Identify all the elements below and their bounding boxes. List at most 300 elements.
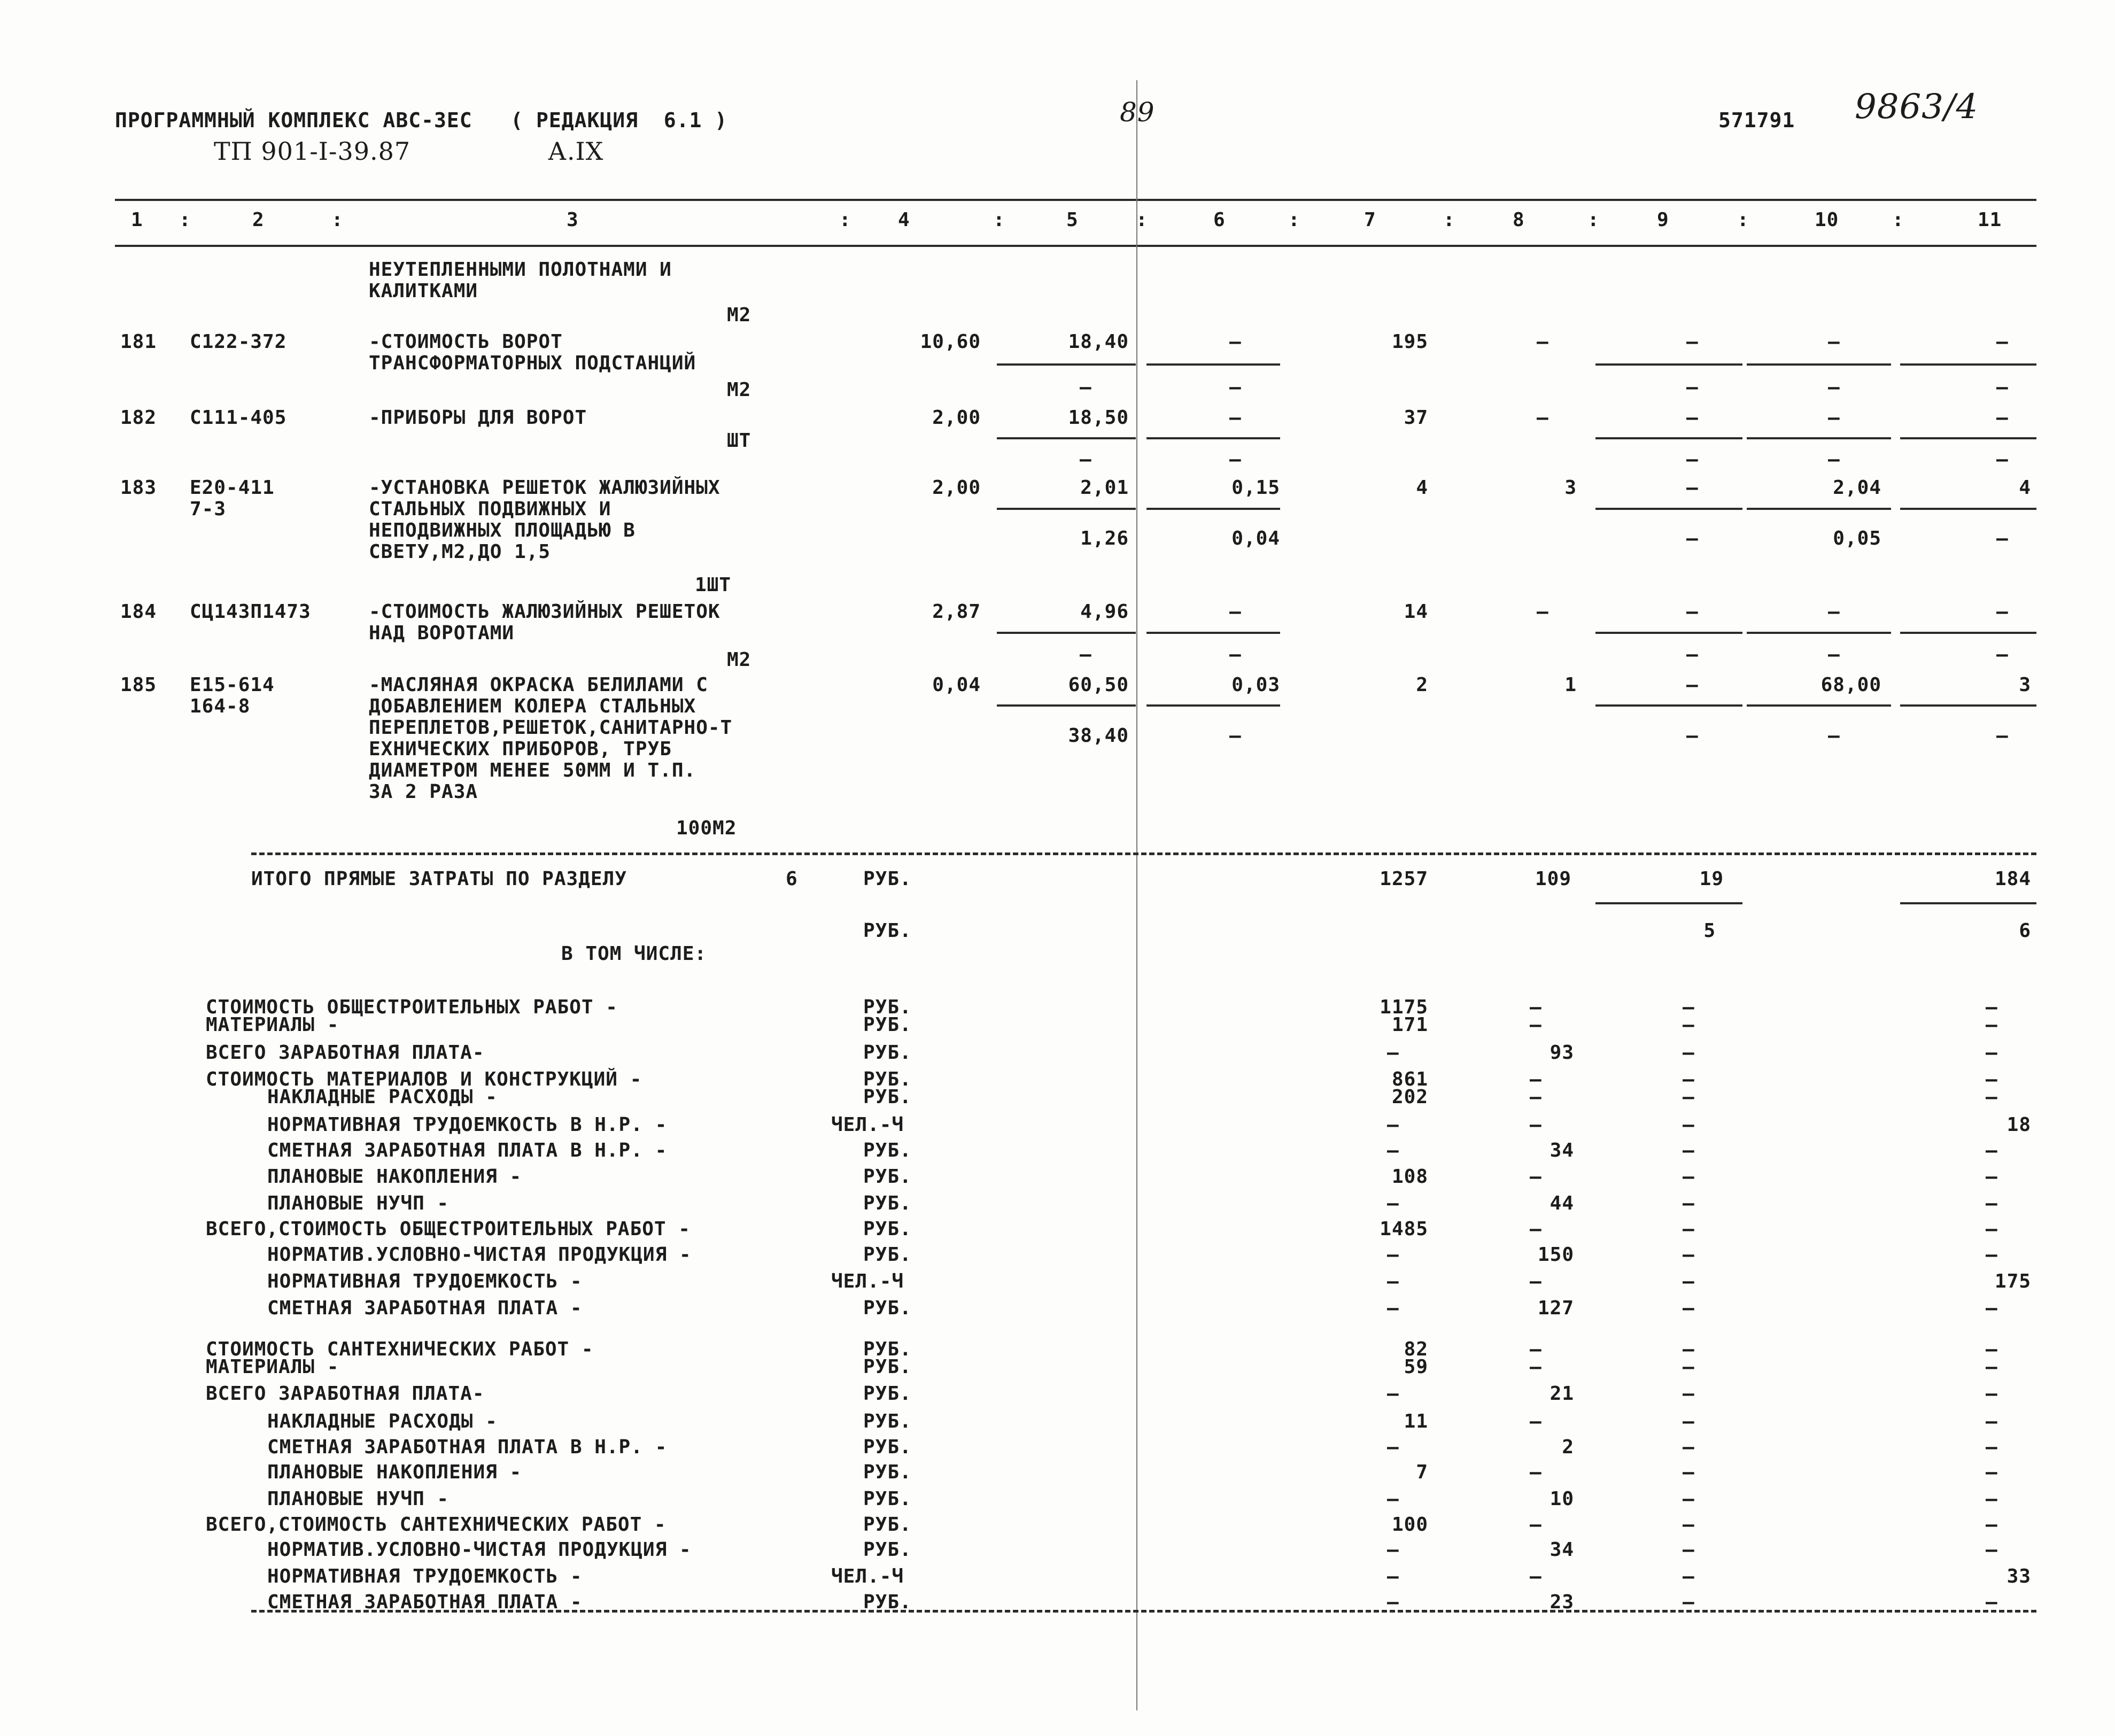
dash-mark: – xyxy=(1229,407,1242,429)
dash-mark: – xyxy=(1683,1270,1695,1292)
dash-mark: – xyxy=(1686,674,1699,696)
dash-mark: – xyxy=(1683,1166,1695,1188)
dash-mark: – xyxy=(1537,407,1549,429)
fraction-rule-col-6 xyxy=(1146,508,1280,510)
total-col-7: 1257 xyxy=(1380,868,1428,890)
dash-mark: – xyxy=(1986,1461,1998,1483)
column-separator: : xyxy=(1288,209,1300,231)
summary-label: СТОИМОСТЬ САНТЕХНИЧЕСКИХ РАБОТ - xyxy=(206,1338,594,1360)
item-col-5: 60,50 xyxy=(1068,674,1129,696)
item-col-10-lower: 0,05 xyxy=(1833,528,1881,549)
summary-col-11: 33 xyxy=(2006,1565,2031,1587)
summary-label: НОРМАТИВНАЯ ТРУДОЕМКОСТЬ - xyxy=(267,1270,583,1292)
summary-col-8: 2 xyxy=(1562,1436,1574,1458)
dash-mark: – xyxy=(1683,996,1695,1018)
summary-col-11: 175 xyxy=(1994,1270,2031,1292)
dash-mark: – xyxy=(1686,644,1699,665)
item-col-5: 4,96 xyxy=(1080,601,1129,623)
dash-mark: – xyxy=(1530,1338,1542,1360)
item-description-line: НЕПОДВИЖНЫХ ПЛОЩАДЬЮ В xyxy=(369,520,636,541)
summary-col-7: 202 xyxy=(1391,1086,1428,1108)
dash-mark: – xyxy=(1530,1514,1542,1536)
dash-mark: – xyxy=(1080,644,1092,665)
summary-col-8: 10 xyxy=(1550,1488,1574,1510)
dash-mark: – xyxy=(1683,1591,1695,1613)
dash-mark: – xyxy=(1986,1086,1998,1108)
dash-mark: – xyxy=(1537,331,1549,353)
summary-unit: РУБ. xyxy=(863,1244,912,1266)
dash-mark: – xyxy=(1683,1356,1695,1378)
dash-mark: – xyxy=(1996,331,2009,353)
dash-mark: – xyxy=(1387,1565,1399,1587)
summary-label: ВСЕГО,СТОИМОСТЬ САНТЕХНИЧЕСКИХ РАБОТ - xyxy=(206,1514,667,1536)
item-code: С111-405 xyxy=(190,407,287,429)
dash-mark: – xyxy=(1683,1383,1695,1405)
item-unit: М2 xyxy=(727,379,752,401)
item-col-7: 2 xyxy=(1416,674,1428,696)
summary-unit: ЧЕЛ.-Ч xyxy=(831,1270,904,1292)
summary-unit: РУБ. xyxy=(863,1086,912,1108)
fraction-rule-col-6 xyxy=(1146,632,1280,634)
fraction-rule-col-9 xyxy=(1595,437,1742,439)
item-description-line: -ПРИБОРЫ ДЛЯ ВОРОТ xyxy=(369,407,587,429)
dash-mark: – xyxy=(1530,1166,1542,1188)
dash-mark: – xyxy=(1986,1014,1998,1036)
dash-mark: – xyxy=(1683,1140,1695,1161)
dash-mark: – xyxy=(1683,1014,1695,1036)
column-separator: : xyxy=(1892,209,1904,231)
total-col-9-lower: 5 xyxy=(1703,920,1716,942)
dash-mark: – xyxy=(1530,1014,1542,1036)
dash-mark: – xyxy=(1683,1514,1695,1536)
dash-mark: – xyxy=(1683,1565,1695,1587)
summary-label: МАТЕРИАЛЫ - xyxy=(206,1356,339,1378)
summary-col-8: 23 xyxy=(1550,1591,1574,1613)
dash-mark: – xyxy=(1986,1068,1998,1090)
item-col-5: 2,01 xyxy=(1080,477,1129,499)
summary-unit: РУБ. xyxy=(863,1014,912,1036)
total-unit-lower: РУБ. xyxy=(863,920,912,942)
item-description-line: ДИАМЕТРОМ МЕНЕЕ 50ММ И Т.П. xyxy=(369,759,696,781)
dash-mark: – xyxy=(1683,1297,1695,1319)
summary-col-7: 171 xyxy=(1391,1014,1428,1036)
dash-mark: – xyxy=(1986,1166,1998,1188)
dash-mark: – xyxy=(1986,1356,1998,1378)
summary-unit: ЧЕЛ.-Ч xyxy=(831,1114,904,1136)
item-col-8: 3 xyxy=(1564,477,1577,499)
item-col-6-lower: 0,04 xyxy=(1231,528,1280,549)
summary-label: СМЕТНАЯ ЗАРАБОТНАЯ ПЛАТА - xyxy=(267,1297,583,1319)
column-header-8: 8 xyxy=(1513,209,1525,231)
summary-col-8: 34 xyxy=(1550,1539,1574,1561)
item-description-line: ДОБАВЛЕНИЕМ КОЛЕРА СТАЛЬНЫХ xyxy=(369,695,696,717)
handwritten-reference: 9863/4 xyxy=(1855,87,1979,127)
dash-mark: – xyxy=(1686,407,1699,429)
total-col-11-lower: 6 xyxy=(2019,920,2031,942)
total-label: ИТОГО ПРЯМЫЕ ЗАТРАТЫ ПО РАЗДЕЛУ xyxy=(251,868,627,890)
summary-label: СТОИМОСТЬ МАТЕРИАЛОВ И КОНСТРУКЦИЙ - xyxy=(206,1068,642,1090)
summary-label: СМЕТНАЯ ЗАРАБОТНАЯ ПЛАТА В Н.Р. - xyxy=(267,1436,668,1458)
dash-mark: – xyxy=(1530,1565,1542,1587)
dash-mark: – xyxy=(1828,407,1840,429)
item-col-11: 4 xyxy=(2019,477,2031,499)
dash-mark: – xyxy=(1530,1270,1542,1292)
album-code: А.IX xyxy=(548,137,604,166)
including-heading: В ТОМ ЧИСЛЕ: xyxy=(561,943,707,965)
dash-mark: – xyxy=(1686,725,1699,747)
summary-label: СМЕТНАЯ ЗАРАБОТНАЯ ПЛАТА - xyxy=(267,1591,583,1613)
item-description-line: НЕУТЕПЛЕННЫМИ ПОЛОТНАМИ И xyxy=(369,259,672,281)
dash-mark: – xyxy=(1229,376,1242,398)
summary-col-8: 150 xyxy=(1537,1244,1574,1266)
summary-label: ВСЕГО ЗАРАБОТНАЯ ПЛАТА- xyxy=(206,1383,485,1405)
column-header-9: 9 xyxy=(1657,209,1669,231)
summary-unit: РУБ. xyxy=(863,1461,912,1483)
dash-mark: – xyxy=(1683,1461,1695,1483)
summary-label: НАКЛАДНЫЕ РАСХОДЫ - xyxy=(267,1410,498,1432)
summary-label: СМЕТНАЯ ЗАРАБОТНАЯ ПЛАТА В Н.Р. - xyxy=(267,1140,668,1161)
dash-mark: – xyxy=(1686,477,1699,499)
fraction-rule-col-11 xyxy=(1900,363,2036,366)
dash-mark: – xyxy=(1986,1042,1998,1064)
item-description-line: -МАСЛЯНАЯ ОКРАСКА БЕЛИЛАМИ С xyxy=(369,674,708,696)
item-unit: ШТ xyxy=(727,430,752,452)
total-section: 6 xyxy=(786,868,798,890)
dash-mark: – xyxy=(1683,1114,1695,1136)
column-separator: : xyxy=(1136,209,1148,231)
column-separator: : xyxy=(179,209,191,231)
item-code: 7-3 xyxy=(190,498,227,520)
summary-col-7: 1485 xyxy=(1380,1218,1428,1240)
dash-mark: – xyxy=(1986,1436,1998,1458)
summary-unit: РУБ. xyxy=(863,1410,912,1432)
fraction-rule-col-11 xyxy=(1900,508,2036,510)
column-header-2: 2 xyxy=(252,209,265,231)
item-number: 185 xyxy=(120,674,157,696)
dash-mark: – xyxy=(1530,1410,1542,1432)
fraction-rule-col-9 xyxy=(1595,704,1742,707)
column-separator: : xyxy=(1737,209,1749,231)
dash-mark: – xyxy=(1387,1297,1399,1319)
dash-mark: – xyxy=(1530,1086,1542,1108)
summary-col-8: 44 xyxy=(1550,1192,1574,1214)
dash-mark: – xyxy=(1986,1410,1998,1432)
dash-mark: – xyxy=(1986,1488,1998,1510)
dash-mark: – xyxy=(1996,376,2009,398)
dash-mark: – xyxy=(1828,601,1840,623)
item-unit: 100М2 xyxy=(676,817,737,839)
item-code: Е20-411 xyxy=(190,477,275,499)
item-col-7: 195 xyxy=(1391,331,1428,353)
item-description-line: -УСТАНОВКА РЕШЕТОК ЖАЛЮЗИЙНЫХ xyxy=(369,477,721,499)
dash-mark: – xyxy=(1986,1192,1998,1214)
summary-unit: РУБ. xyxy=(863,1356,912,1378)
footer-rule xyxy=(251,1610,2036,1613)
summary-col-11: 18 xyxy=(2006,1114,2031,1136)
fraction-rule-col-11 xyxy=(1900,704,2036,707)
dash-mark: – xyxy=(1828,725,1840,747)
dash-mark: – xyxy=(1986,1338,1998,1360)
dash-mark: – xyxy=(1387,1383,1399,1405)
dash-mark: – xyxy=(1683,1488,1695,1510)
column-separator: : xyxy=(1443,209,1455,231)
summary-col-8: 21 xyxy=(1550,1383,1574,1405)
dash-mark: – xyxy=(1828,644,1840,665)
dash-mark: – xyxy=(1996,528,2009,549)
fraction-rule-col-11 xyxy=(1900,632,2036,634)
item-description-line: НАД ВОРОТАМИ xyxy=(369,622,515,644)
item-col-10: 2,04 xyxy=(1833,477,1881,499)
fraction-rule-col-6 xyxy=(1146,704,1280,707)
item-col-8: 1 xyxy=(1564,674,1577,696)
summary-col-7: 82 xyxy=(1404,1338,1428,1360)
summary-label: НОРМАТИВНАЯ ТРУДОЕМКОСТЬ В Н.Р. - xyxy=(267,1114,668,1136)
dash-mark: – xyxy=(1986,1218,1998,1240)
dash-mark: – xyxy=(1229,725,1242,747)
fraction-rule-col-10 xyxy=(1747,508,1891,510)
document-number: 571791 xyxy=(1718,108,1795,132)
total-col-9: 19 xyxy=(1699,868,1724,890)
dash-mark: – xyxy=(1828,376,1840,398)
dash-mark: – xyxy=(1387,1436,1399,1458)
program-title: ПРОГРАММНЫЙ КОМПЛЕКС АВС-3ЕС ( РЕДАКЦИЯ 6.1 ) xyxy=(115,108,728,132)
dash-mark: – xyxy=(1996,448,2009,470)
item-col-5-lower: 38,40 xyxy=(1068,725,1129,747)
summary-unit: РУБ. xyxy=(863,1192,912,1214)
item-description-line: -СТОИМОСТЬ ВОРОТ xyxy=(369,331,563,353)
fraction-rule-col-10 xyxy=(1747,632,1891,634)
item-col-6: 0,15 xyxy=(1231,477,1280,499)
fraction-rule-col-11 xyxy=(1900,437,2036,439)
dash-mark: – xyxy=(1530,1068,1542,1090)
summary-label: СТОИМОСТЬ ОБЩЕСТРОИТЕЛЬНЫХ РАБОТ - xyxy=(206,996,618,1018)
dash-mark: – xyxy=(1387,1192,1399,1214)
summary-col-8: 127 xyxy=(1537,1297,1574,1319)
dash-mark: – xyxy=(1530,1218,1542,1240)
summary-col-8: 34 xyxy=(1550,1140,1574,1161)
summary-label: ПЛАНОВЫЕ НУЧП - xyxy=(267,1488,450,1510)
item-unit: М2 xyxy=(727,304,752,326)
section-separator xyxy=(251,852,2036,855)
dash-mark: – xyxy=(1387,1539,1399,1561)
item-col-4: 0,04 xyxy=(932,674,981,696)
summary-unit: ЧЕЛ.-Ч xyxy=(831,1565,904,1587)
summary-unit: РУБ. xyxy=(863,1140,912,1161)
column-separator: : xyxy=(839,209,851,231)
dash-mark: – xyxy=(1828,331,1840,353)
summary-label: ПЛАНОВЫЕ НАКОПЛЕНИЯ - xyxy=(267,1166,522,1188)
fraction-rule-col-5 xyxy=(997,632,1136,634)
dash-mark: – xyxy=(1387,1042,1399,1064)
column-header-3: 3 xyxy=(567,209,579,231)
summary-unit: РУБ. xyxy=(863,1218,912,1240)
fraction-rule-col-5 xyxy=(997,704,1136,707)
item-description-line: ЗА 2 РАЗА xyxy=(369,781,478,803)
item-description-line: -СТОИМОСТЬ ЖАЛЮЗИЙНЫХ РЕШЕТОК xyxy=(369,601,721,623)
dash-mark: – xyxy=(1986,1297,1998,1319)
item-description-line: КАЛИТКАМИ xyxy=(369,280,478,302)
fraction-rule-col-10 xyxy=(1747,704,1891,707)
summary-col-8: 93 xyxy=(1550,1042,1574,1064)
summary-label: ВСЕГО ЗАРАБОТНАЯ ПЛАТА- xyxy=(206,1042,485,1064)
column-header-10: 10 xyxy=(1815,209,1839,231)
dash-mark: – xyxy=(1530,1461,1542,1483)
summary-label: НОРМАТИВ.УСЛОВНО-ЧИСТАЯ ПРОДУКЦИЯ - xyxy=(267,1244,692,1266)
summary-col-7: 7 xyxy=(1416,1461,1428,1483)
item-col-5: 18,40 xyxy=(1068,331,1129,353)
dash-mark: – xyxy=(1996,644,2009,665)
dash-mark: – xyxy=(1537,601,1549,623)
item-col-4: 2,00 xyxy=(932,407,981,429)
summary-col-7: 108 xyxy=(1391,1166,1428,1188)
item-number: 181 xyxy=(120,331,157,353)
fraction-rule-col-9 xyxy=(1595,363,1742,366)
fraction-rule-col-9 xyxy=(1595,632,1742,634)
project-code: ТП 901-I-39.87 xyxy=(214,137,411,166)
total-col-11: 184 xyxy=(1994,868,2031,890)
dash-mark: – xyxy=(1530,996,1542,1018)
header-top-rule xyxy=(115,199,2036,201)
item-number: 183 xyxy=(120,477,157,499)
dash-mark: – xyxy=(1986,996,1998,1018)
dash-mark: – xyxy=(1686,331,1699,353)
column-separator: : xyxy=(1587,209,1600,231)
summary-unit: РУБ. xyxy=(863,1166,912,1188)
dash-mark: – xyxy=(1683,1436,1695,1458)
dash-mark: – xyxy=(1986,1140,1998,1161)
summary-col-7: 59 xyxy=(1404,1356,1428,1378)
summary-col-7: 1175 xyxy=(1380,996,1428,1018)
dash-mark: – xyxy=(1387,1591,1399,1613)
summary-unit: РУБ. xyxy=(863,1338,912,1360)
fraction-rule-col-9 xyxy=(1595,902,1742,904)
fraction-rule-col-11 xyxy=(1900,902,2036,904)
summary-unit: РУБ. xyxy=(863,1514,912,1536)
dash-mark: – xyxy=(1387,1114,1399,1136)
column-header-4: 4 xyxy=(898,209,910,231)
item-description-line: ПЕРЕПЛЕТОВ,РЕШЕТОК,САНИТАРНО-Т xyxy=(369,717,733,739)
dash-mark: – xyxy=(1387,1488,1399,1510)
dash-mark: – xyxy=(1686,601,1699,623)
summary-label: ПЛАНОВЫЕ НАКОПЛЕНИЯ - xyxy=(267,1461,522,1483)
column-header-11: 11 xyxy=(1978,209,2002,231)
summary-unit: РУБ. xyxy=(863,1591,912,1613)
dash-mark: – xyxy=(1986,1383,1998,1405)
summary-label: ПЛАНОВЫЕ НУЧП - xyxy=(267,1192,450,1214)
item-number: 184 xyxy=(120,601,157,623)
column-separator: : xyxy=(993,209,1005,231)
dash-mark: – xyxy=(1229,331,1242,353)
fold-line xyxy=(1136,80,1137,1710)
page-number: 89 xyxy=(1120,97,1155,128)
item-col-7: 14 xyxy=(1404,601,1428,623)
column-header-7: 7 xyxy=(1364,209,1376,231)
item-code: Е15-614 xyxy=(190,674,275,696)
dash-mark: – xyxy=(1229,448,1242,470)
dash-mark: – xyxy=(1683,1338,1695,1360)
dash-mark: – xyxy=(1229,601,1242,623)
column-separator: : xyxy=(331,209,344,231)
dash-mark: – xyxy=(1686,448,1699,470)
item-unit: 1ШТ xyxy=(695,574,732,596)
fraction-rule-col-6 xyxy=(1146,437,1280,439)
dash-mark: – xyxy=(1387,1270,1399,1292)
dash-mark: – xyxy=(1686,528,1699,549)
item-unit: М2 xyxy=(727,649,752,671)
summary-label: НОРМАТИВ.УСЛОВНО-ЧИСТАЯ ПРОДУКЦИЯ - xyxy=(267,1539,692,1561)
summary-label: НАКЛАДНЫЕ РАСХОДЫ - xyxy=(267,1086,498,1108)
dash-mark: – xyxy=(1996,725,2009,747)
item-col-4: 10,60 xyxy=(920,331,981,353)
header-bottom-rule xyxy=(115,245,2036,247)
item-col-4: 2,87 xyxy=(932,601,981,623)
item-code: 164-8 xyxy=(190,695,251,717)
dash-mark: – xyxy=(1986,1591,1998,1613)
dash-mark: – xyxy=(1828,448,1840,470)
item-col-5: 18,50 xyxy=(1068,407,1129,429)
item-col-5-lower: 1,26 xyxy=(1080,528,1129,549)
item-description-line: СТАЛЬНЫХ ПОДВИЖНЫХ И xyxy=(369,498,611,520)
item-description-line: ЕХНИЧЕСКИХ ПРИБОРОВ, ТРУБ xyxy=(369,738,672,760)
dash-mark: – xyxy=(1683,1086,1695,1108)
dash-mark: – xyxy=(1683,1539,1695,1561)
item-description-line: СВЕТУ,М2,ДО 1,5 xyxy=(369,541,551,563)
fraction-rule-col-5 xyxy=(997,508,1136,510)
fraction-rule-col-10 xyxy=(1747,437,1891,439)
dash-mark: – xyxy=(1683,1042,1695,1064)
column-header-6: 6 xyxy=(1213,209,1226,231)
summary-unit: РУБ. xyxy=(863,1539,912,1561)
summary-unit: РУБ. xyxy=(863,1068,912,1090)
summary-unit: РУБ. xyxy=(863,996,912,1018)
dash-mark: – xyxy=(1996,407,2009,429)
summary-unit: РУБ. xyxy=(863,1488,912,1510)
fraction-rule-col-6 xyxy=(1146,363,1280,366)
dash-mark: – xyxy=(1387,1140,1399,1161)
dash-mark: – xyxy=(1530,1114,1542,1136)
fraction-rule-col-5 xyxy=(997,437,1136,439)
item-col-11: 3 xyxy=(2019,674,2031,696)
dash-mark: – xyxy=(1229,644,1242,665)
dash-mark: – xyxy=(1683,1218,1695,1240)
summary-label: ВСЕГО,СТОИМОСТЬ ОБЩЕСТРОИТЕЛЬНЫХ РАБОТ - xyxy=(206,1218,691,1240)
dash-mark: – xyxy=(1683,1192,1695,1214)
summary-unit: РУБ. xyxy=(863,1297,912,1319)
summary-unit: РУБ. xyxy=(863,1042,912,1064)
dash-mark: – xyxy=(1683,1410,1695,1432)
item-col-7: 4 xyxy=(1416,477,1428,499)
summary-col-7: 11 xyxy=(1404,1410,1428,1432)
summary-unit: РУБ. xyxy=(863,1383,912,1405)
item-col-7: 37 xyxy=(1404,407,1428,429)
item-number: 182 xyxy=(120,407,157,429)
fraction-rule-col-5 xyxy=(997,363,1136,366)
summary-col-7: 100 xyxy=(1391,1514,1428,1536)
item-col-6: 0,03 xyxy=(1231,674,1280,696)
dash-mark: – xyxy=(1683,1244,1695,1266)
dash-mark: – xyxy=(1986,1514,1998,1536)
summary-label: МАТЕРИАЛЫ - xyxy=(206,1014,339,1036)
total-unit: РУБ. xyxy=(863,868,912,890)
total-col-8: 109 xyxy=(1535,868,1571,890)
item-code: С122-372 xyxy=(190,331,287,353)
dash-mark: – xyxy=(1080,376,1092,398)
item-col-4: 2,00 xyxy=(932,477,981,499)
dash-mark: – xyxy=(1683,1068,1695,1090)
dash-mark: – xyxy=(1986,1539,1998,1561)
fraction-rule-col-10 xyxy=(1747,363,1891,366)
fraction-rule-col-9 xyxy=(1595,508,1742,510)
